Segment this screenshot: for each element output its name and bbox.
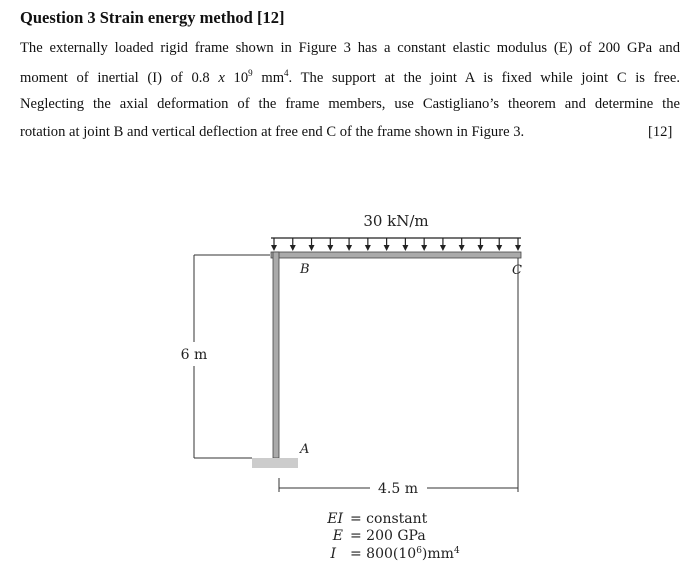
question-heading: Question 3 Strain energy method [12] — [20, 8, 285, 27]
e-value: = 200 GPa — [350, 528, 426, 544]
load-arrow-head — [421, 245, 427, 251]
i-value — [350, 546, 460, 562]
load-arrow-head — [365, 245, 371, 251]
marks-label: [12] — [648, 124, 673, 140]
load-arrow-head — [346, 245, 352, 251]
load-arrow-head — [327, 245, 333, 251]
ei-symbol: EI — [327, 511, 343, 527]
ei-value: = constant — [350, 511, 428, 527]
question-line-4: rotation at joint B and vertical deflection at free end C of the frame shown in Figure 3. — [20, 124, 525, 140]
load-arrow-head — [384, 245, 390, 251]
power-four: 4 — [284, 68, 289, 78]
i-value-exp-four: 4 — [453, 546, 460, 556]
line2-part-b: 10 — [224, 69, 249, 86]
question-line-1: The externally loaded rigid frame shown in Figure 3 has a constant elastic modulus (E) of 200 GPa and — [20, 40, 680, 56]
span-dim-label: 4.5 m — [378, 481, 418, 497]
height-dim-label: 6 m — [180, 347, 208, 363]
power-nine: 9 — [248, 68, 253, 78]
load-label: 30 kN/m — [363, 212, 429, 230]
i-symbol: I — [330, 546, 336, 562]
joint-c-label: C — [512, 263, 522, 278]
i-value-exp-six: 6 — [416, 546, 422, 556]
times-symbol: x — [218, 69, 225, 86]
joint-b-label: B — [300, 262, 310, 277]
load-arrow-head — [440, 245, 446, 251]
load-arrow-head — [271, 245, 277, 251]
load-arrow-head — [496, 245, 502, 251]
joint-a-label: A — [300, 442, 310, 457]
load-arrow-head — [459, 245, 465, 251]
fixed-support-a — [252, 458, 298, 468]
load-arrow-head — [290, 245, 296, 251]
line2-part-c: mm — [252, 69, 285, 86]
i-value-part-a: = 800(10 — [350, 546, 417, 562]
load-arrow-head — [309, 245, 315, 251]
line2-part-d: . The support at the joint A is fixed while joint C is free. — [288, 69, 680, 86]
distributed-load-arrows — [271, 238, 521, 251]
load-arrow-head — [515, 245, 521, 251]
question-line-3: Neglecting the axial deformation of the frame members, use Castigliano’s theorem and determine the — [20, 96, 680, 112]
e-symbol: E — [332, 528, 343, 544]
line2-part-a: moment of inertial (I) of 0.8 — [20, 69, 219, 86]
load-arrow-head — [477, 245, 483, 251]
beam-bc — [271, 252, 521, 258]
column-ab — [273, 252, 279, 458]
load-arrow-head — [402, 245, 408, 251]
i-value-part-b: )mm — [421, 546, 454, 562]
